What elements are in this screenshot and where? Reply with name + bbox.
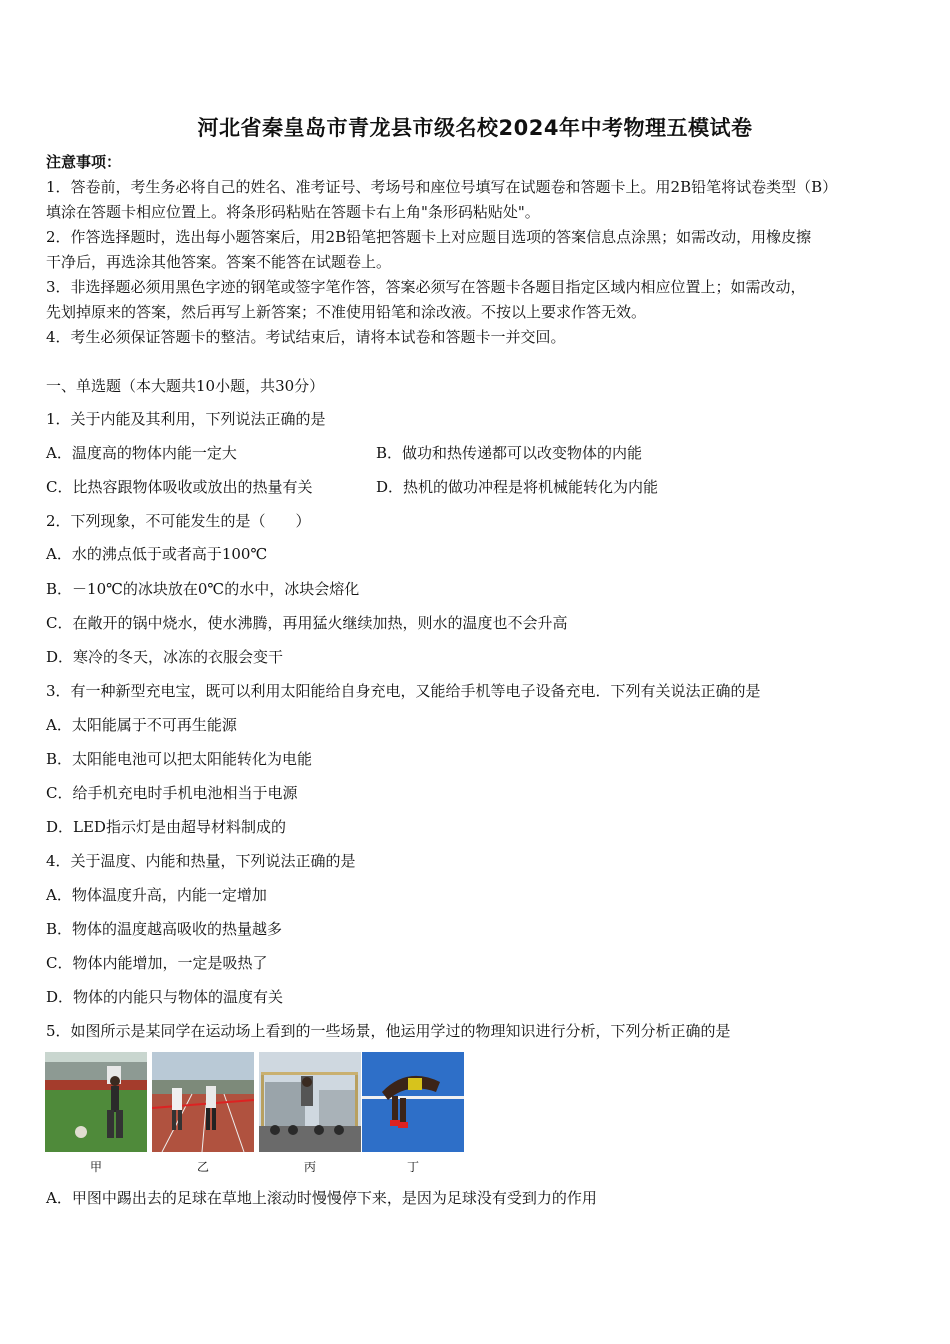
notice-line: 1．答卷前，考生务必将自己的姓名、准考证号、考场号和座位号填写在试题卷和答题卡上。用2B铅笔将试卷类型（B） [46, 178, 838, 196]
notice-line: 干净后，再选涂其他答案。答案不能答在试题卷上。 [46, 253, 392, 271]
question-1-stem: 1．关于内能及其利用，下列说法正确的是 [46, 410, 326, 428]
question-2-option-a: A．水的沸点低于或者高于100℃ [46, 545, 268, 563]
question-1-option-a: A．温度高的物体内能一定大 [46, 444, 237, 462]
caption-ding: 丁 [406, 1160, 419, 1174]
question-3-option-d: D．LED指示灯是由超导材料制成的 [46, 818, 286, 836]
question-2-stem: 2．下列现象，不可能发生的是（ ） [46, 512, 311, 530]
notice-line: 2．作答选择题时，选出每小题答案后，用2B铅笔把答题卡上对应题目选项的答案信息点涂黑；如需改动，用橡皮擦 [46, 228, 812, 246]
question-4-option-c: C．物体内能增加，一定是吸热了 [46, 954, 268, 972]
caption-jia: 甲 [89, 1160, 102, 1174]
question-5-stem: 5．如图所示是某同学在运动场上看到的一些场景，他运用学过的物理知识进行分析，下列分析正确的是 [46, 1022, 731, 1040]
question-3-option-c: C．给手机充电时手机电池相当于电源 [46, 784, 298, 802]
photo-highjump [362, 1052, 464, 1152]
photo-soccer [45, 1052, 147, 1152]
exam-title: 河北省秦皇岛市青龙县市级名校2024年中考物理五模试卷 [197, 116, 753, 140]
question-4-option-b: B．物体的温度越高吸收的热量越多 [46, 920, 283, 938]
notice-heading: 注意事项： [46, 153, 122, 171]
caption-bing: 丙 [303, 1160, 316, 1174]
question-4-stem: 4．关于温度、内能和热量，下列说法正确的是 [46, 852, 356, 870]
question-4-option-d: D．物体的内能只与物体的温度有关 [46, 988, 284, 1006]
question-1-option-b: B．做功和热传递都可以改变物体的内能 [376, 444, 643, 462]
notice-line: 3．非选择题必须用黑色字迹的钢笔或签字笔作答，答案必须写在答题卡各题目指定区域内相应位置上；如需改动， [46, 278, 806, 296]
question-3-stem: 3．有一种新型充电宝，既可以利用太阳能给自身充电，又能给手机等电子设备充电．下列有关说法正确的是 [46, 682, 761, 700]
question-4-option-a: A．物体温度升高，内能一定增加 [46, 886, 267, 904]
notice-line: 填涂在答题卡相应位置上。将条形码粘贴在答题卡右上角"条形码粘贴处"。 [46, 203, 540, 221]
question-1-option-d: D．热机的做功冲程是将机械能转化为内能 [376, 478, 659, 496]
question-2-option-c: C．在敞开的锅中烧水，使水沸腾，再用猛火继续加热，则水的温度也不会升高 [46, 614, 568, 632]
question-2-option-b: B．－10℃的冰块放在0℃的水中，冰块会熔化 [46, 580, 360, 598]
notice-line: 先划掉原来的答案，然后再写上新答案；不准使用铅笔和涂改液。不按以上要求作答无效。 [46, 303, 647, 321]
question-3-option-b: B．太阳能电池可以把太阳能转化为电能 [46, 750, 313, 768]
question-3-option-a: A．太阳能属于不可再生能源 [46, 716, 237, 734]
notice-line: 4．考生必须保证答题卡的整洁。考试结束后，请将本试卷和答题卡一并交回。 [46, 328, 566, 346]
question-5-option-a: A．甲图中踢出去的足球在草地上滚动时慢慢停下来，是因为足球没有受到力的作用 [46, 1189, 597, 1207]
question-2-option-d: D．寒冷的冬天，冰冻的衣服会变干 [46, 648, 284, 666]
caption-yi: 乙 [196, 1160, 209, 1174]
photo-running [152, 1052, 254, 1152]
question-1-option-c: C．比热容跟物体吸收或放出的热量有关 [46, 478, 313, 496]
photo-pullup [259, 1052, 361, 1152]
section-heading: 一、单选题（本大题共10小题，共30分） [46, 377, 325, 395]
